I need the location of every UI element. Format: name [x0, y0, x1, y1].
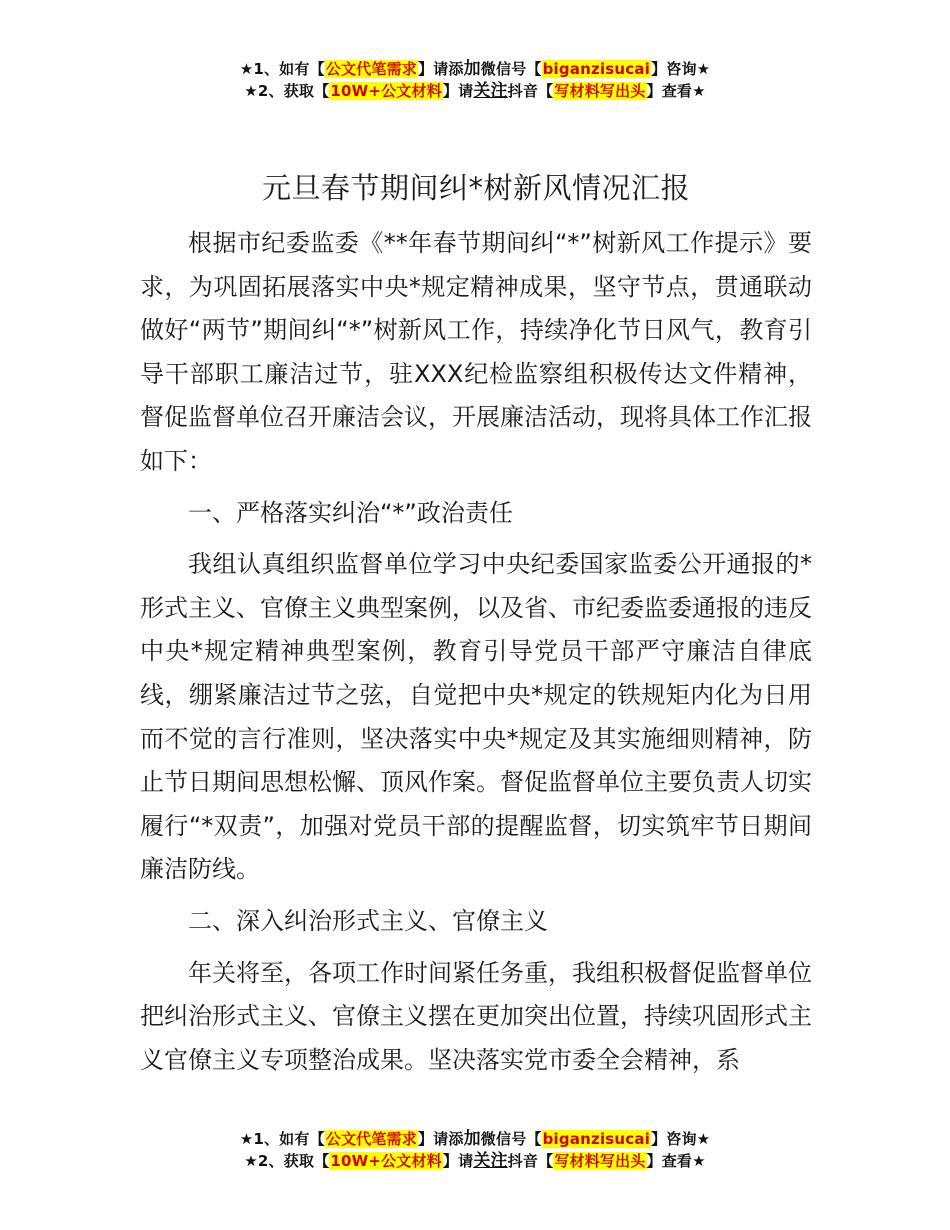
highlight-materials: 10W+公文材料	[330, 82, 442, 100]
section-1-paragraph: 我组认真组织监督单位学习中央纪委国家监委公开通报的*形式主义、官僚主义典型案例，以及省、市纪委监委通报的违反中央*规定精神典型案例，教育引导党员干部严守廉洁自律底线，绷紧廉洁过节之弦，自觉把中央*规定的铁规矩内化为日用而不觉的言行准则，坚决落实中央*规定及其实施细则精神，防止节日期间思想松懈、顶风作案。督促监督单位主要负责人切实履行“*双责”，加强对党员干部的提醒监督，切实筑牢节日期间廉洁防线。	[140, 550, 812, 884]
promo-line-1: ★1、如有【公文代笔需求】请添加微信号【biganzisucai】咨询★	[239, 59, 711, 79]
highlight-service: 公文代笔需求	[325, 60, 417, 78]
document-body	[140, 166, 812, 1090]
highlight-materials: 10W+公文材料	[330, 1152, 442, 1170]
highlight-wechat-id: biganzisucai	[542, 60, 651, 78]
highlight-wechat-id: biganzisucai	[542, 1130, 651, 1148]
promo-banner-top	[0, 58, 950, 102]
highlight-douyin-id: 写材料写出头	[554, 1152, 646, 1170]
promo-line-2: ★2、获取【10W+公文材料】请关注抖音【写材料写出头】查看★	[244, 81, 706, 101]
highlight-service: 公文代笔需求	[325, 1130, 417, 1148]
document-title: 元旦春节期间纠*树新风情况汇报	[261, 171, 690, 205]
promo-banner-bottom	[0, 1128, 950, 1172]
promo-line-1: ★1、如有【公文代笔需求】请添加微信号【biganzisucai】咨询★	[239, 1129, 711, 1149]
section-2-paragraph: 年关将至，各项工作时间紧任务重，我组积极督促监督单位把纠治形式主义、官僚主义摆在更加突出位置，持续巩固形式主义官僚主义专项整治成果。坚决落实党市委全会精神，系	[140, 958, 812, 1074]
section-2-heading: 二、深入纠治形式主义、官僚主义	[188, 906, 548, 935]
promo-line-2: ★2、获取【10W+公文材料】请关注抖音【写材料写出头】查看★	[244, 1151, 706, 1171]
section-1-heading: 一、严格落实纠治“*”政治责任	[188, 498, 513, 527]
highlight-douyin-id: 写材料写出头	[554, 82, 646, 100]
intro-paragraph: 根据市纪委监委《**年春节期间纠“*”树新风工作提示》要求，为巩固拓展落实中央*规定精神成果，坚守节点，贯通联动做好“两节”期间纠“*”树新风工作，持续净化节日风气，教育引导干部职工廉洁过节，驻XXX纪检监察组积极传达文件精神，督促监督单位召开廉洁会议，开展廉洁活动，现将具体工作汇报如下：	[140, 229, 812, 475]
